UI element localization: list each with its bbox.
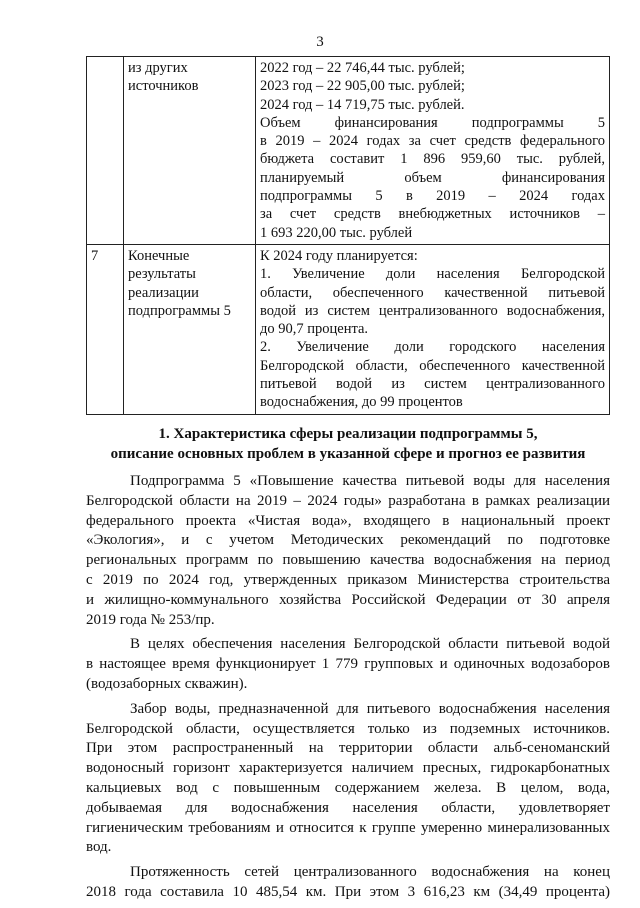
row-number-cell [87, 57, 124, 245]
row-value-line: К 2024 году планируется: [260, 247, 418, 264]
paragraph-line: добываемая для водоснабжения населения области, удовлетворяет [86, 799, 610, 816]
row-value-line: Белгородской области, обеспеченного качественной [260, 357, 605, 374]
row-value-line: подпрограммы 5 в 2019 – 2024 годах [260, 188, 605, 205]
section-heading-line: 1. Характеристика сферы реализации подпрограммы 5, [158, 426, 538, 442]
paragraph-line: При этом распространенный на территории области альб-сеноманский [86, 740, 610, 757]
row-name-cell [124, 244, 256, 414]
row-name-line: подпрограммы 5 [128, 302, 231, 319]
passport-table [86, 56, 610, 415]
paragraph-line: Белгородской области на 2019 – 2024 годы» разработана в рамках реализации [86, 492, 610, 509]
paragraph-line: в настоящее время функционирует 1 779 групповых и одиночных водозаборов [86, 656, 610, 673]
paragraph-line: «Экология», и с учетом Методических рекомендаций по подготовке [86, 532, 610, 549]
paragraph [86, 863, 610, 903]
row-value-line: 2022 год – 22 746,44 тыс. рублей; [260, 60, 465, 76]
row-value-line: водоснабжения, до 99 процентов [260, 394, 463, 411]
row-value-line: 1. Увеличение доли населения Белгородской [260, 266, 605, 283]
paragraph [86, 700, 610, 858]
paragraph-line: кальциевых вод с повышенным содержанием железа. В целом, вода, [86, 779, 610, 796]
paragraph-line: вод. [86, 839, 112, 856]
row-name-line: из других [128, 60, 188, 76]
row-name-cell [124, 57, 256, 245]
row-value-line: за счет средств внебюджетных источников – [260, 206, 605, 223]
paragraph-line: водоносный горизонт характеризуется наличием пресных, гидрокарбонатных [86, 760, 610, 777]
paragraph-line: 2018 года составила 10 485,54 км. При этом 3 616,23 км (34,49 процента) [86, 883, 610, 900]
body-text [86, 472, 610, 908]
row-name-line: Конечные [128, 247, 190, 264]
table-row [87, 244, 610, 414]
paragraph-line: с 2019 по 2024 год, утвержденных приказом Министерства строительства [86, 571, 610, 588]
row-value-cell [256, 244, 610, 414]
row-value-line: Объем финансирования подпрограммы 5 [260, 114, 605, 131]
row-value-line: водой из систем централизованного водоснабжения, [260, 302, 605, 319]
row-name-line: источников [128, 78, 199, 95]
page-number: 3 [316, 34, 324, 50]
paragraph-line: Белгородской области, осуществляется только из подземных источников. [86, 720, 610, 737]
row-value-line: бюджета составит 1 896 959,60 тыс. рублей, [260, 151, 605, 168]
section-heading-line: описание основных проблем в указанной сфере и прогноз ее развития [110, 446, 586, 462]
table-row [87, 57, 610, 245]
paragraph-line: Протяженность сетей централизованного водоснабжения на конец [130, 864, 610, 881]
paragraph-line: федерального проекта «Чистая вода», входящего в национальный проект [86, 512, 610, 529]
row-value-line: 1 693 220,00 тыс. рублей [260, 224, 413, 241]
row-value-line: области, обеспеченного качественной питьевой [260, 284, 605, 301]
row-number-cell: 7 [87, 244, 124, 414]
paragraph-line: Подпрограмма 5 «Повышение качества питьевой воды для населения [130, 473, 610, 489]
paragraph [86, 472, 610, 630]
paragraph-line: региональных программ по повышению качества водоснабжения на период [86, 552, 610, 569]
row-name-line: реализации [128, 284, 199, 301]
row-value-line: 2024 год – 14 719,75 тыс. рублей. [260, 96, 465, 113]
row-name-line: результаты [128, 266, 196, 283]
paragraph-line: (водозаборных скважин). [86, 675, 248, 692]
paragraph-line: Забор воды, предназначенной для питьевого водоснабжения населения [130, 700, 610, 717]
paragraph-line: гигиеническим требованиям и относится к группе умеренно минерализованных [86, 819, 610, 836]
row-value-line: в 2019 – 2024 годах за счет средств федерального [260, 133, 605, 150]
paragraph-line: и жилищно-коммунального хозяйства Российской Федерации от 30 апреля [86, 591, 610, 608]
row-value-line: 2. Увеличение доли городского населения [260, 339, 605, 356]
paragraph-line: В целях обеспечения населения Белгородской области питьевой водой [130, 636, 610, 653]
paragraph [86, 635, 610, 694]
row-value-line: планируемый объем финансирования [260, 169, 605, 186]
row-value-cell [256, 57, 610, 245]
row-value-line: 2023 год – 22 905,00 тыс. рублей; [260, 78, 465, 95]
section-heading [86, 424, 610, 464]
paragraph-line: 2019 года № 253/пр. [86, 611, 215, 628]
row-value-line: до 90,7 процента. [260, 321, 369, 338]
row-value-line: питьевой водой из систем централизованного [260, 376, 605, 393]
